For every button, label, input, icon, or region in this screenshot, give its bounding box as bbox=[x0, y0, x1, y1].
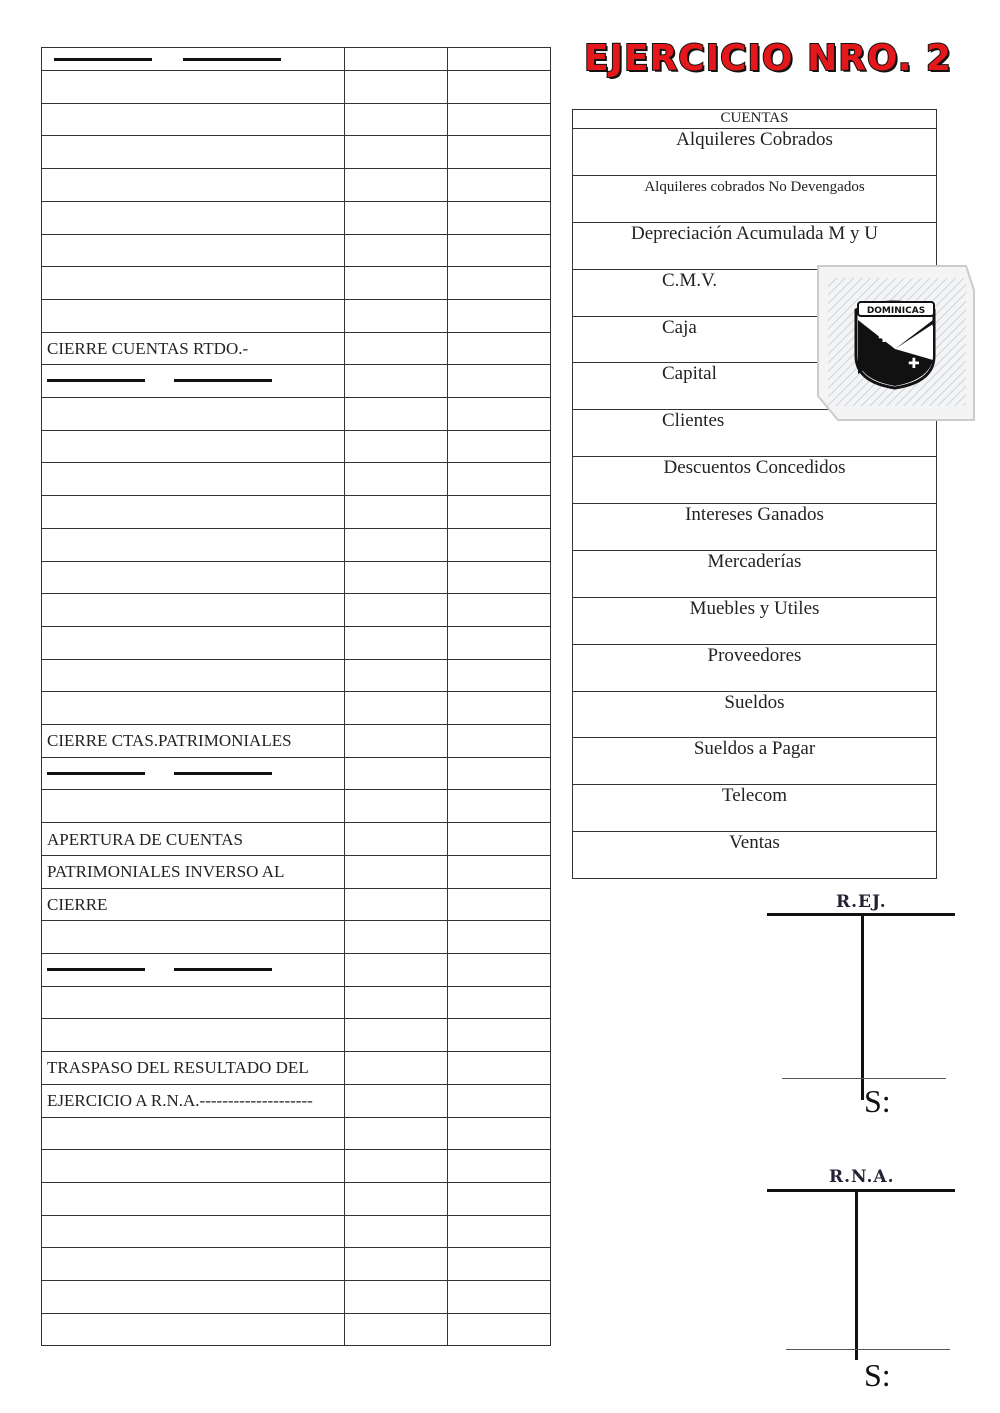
journal-debit-cell bbox=[345, 528, 448, 561]
journal-row bbox=[42, 823, 551, 856]
journal-debit-cell bbox=[345, 430, 448, 463]
journal-row bbox=[42, 855, 551, 888]
journal-row bbox=[42, 921, 551, 954]
journal-debit-cell bbox=[345, 1084, 448, 1117]
journal-row bbox=[42, 48, 551, 71]
journal-table bbox=[41, 47, 551, 1346]
journal-debit-cell bbox=[345, 659, 448, 692]
account-item: Alquileres Cobrados bbox=[573, 129, 937, 176]
journal-credit-cell bbox=[448, 1019, 551, 1052]
journal-debit-cell bbox=[345, 594, 448, 627]
journal-concept-cell bbox=[42, 692, 345, 725]
journal-debit-cell bbox=[345, 496, 448, 529]
journal-credit-cell bbox=[448, 1248, 551, 1281]
svg-text:✚: ✚ bbox=[878, 330, 890, 346]
journal-row bbox=[42, 430, 551, 463]
journal-concept-cell: TRASPASO DEL RESULTADO DEL bbox=[42, 1052, 345, 1085]
exercise-title: EJERCICIO NRO. 2 bbox=[584, 38, 952, 79]
journal-row bbox=[42, 201, 551, 234]
journal-debit-cell bbox=[345, 267, 448, 300]
journal-concept-cell: CIERRE bbox=[42, 888, 345, 921]
account-item: Alquileres cobrados No Devengados bbox=[573, 175, 937, 222]
journal-concept-cell bbox=[42, 463, 345, 496]
journal-credit-cell bbox=[448, 299, 551, 332]
journal-concept-cell bbox=[42, 365, 345, 398]
journal-concept-cell bbox=[42, 528, 345, 561]
journal-concept-cell bbox=[42, 169, 345, 202]
journal-debit-cell bbox=[345, 234, 448, 267]
journal-row bbox=[42, 496, 551, 529]
journal-concept-cell bbox=[42, 48, 345, 71]
journal-concept-cell bbox=[42, 757, 345, 790]
journal-credit-cell bbox=[448, 1150, 551, 1183]
journal-concept-cell bbox=[42, 1281, 345, 1314]
journal-credit-cell bbox=[448, 103, 551, 136]
journal-row bbox=[42, 234, 551, 267]
date-separator-lines bbox=[47, 48, 339, 70]
svg-text:✚: ✚ bbox=[908, 356, 920, 372]
journal-credit-cell bbox=[448, 234, 551, 267]
journal-row bbox=[42, 299, 551, 332]
journal-credit-cell bbox=[448, 594, 551, 627]
journal-debit-cell bbox=[345, 365, 448, 398]
journal-debit-cell bbox=[345, 855, 448, 888]
journal-debit-cell bbox=[345, 1052, 448, 1085]
accounts-header: CUENTAS bbox=[573, 110, 937, 129]
journal-debit-cell bbox=[345, 692, 448, 725]
journal-debit-cell bbox=[345, 201, 448, 234]
journal-debit-cell bbox=[345, 1281, 448, 1314]
journal-concept-cell bbox=[42, 659, 345, 692]
journal-credit-cell bbox=[448, 725, 551, 758]
journal-debit-cell bbox=[345, 790, 448, 823]
journal-concept-cell bbox=[42, 201, 345, 234]
journal-row bbox=[42, 561, 551, 594]
journal-debit-cell bbox=[345, 332, 448, 365]
journal-debit-cell bbox=[345, 398, 448, 431]
journal-row bbox=[42, 888, 551, 921]
journal-credit-cell bbox=[448, 659, 551, 692]
seal-text: DOMINICAS bbox=[866, 306, 926, 316]
journal-concept-cell bbox=[42, 1117, 345, 1150]
journal-credit-cell bbox=[448, 953, 551, 986]
journal-row bbox=[42, 790, 551, 823]
journal-concept-cell bbox=[42, 1150, 345, 1183]
journal-row bbox=[42, 1117, 551, 1150]
journal-credit-cell bbox=[448, 823, 551, 856]
journal-debit-cell bbox=[345, 1117, 448, 1150]
journal-concept-cell bbox=[42, 921, 345, 954]
account-item: Proveedores bbox=[573, 644, 937, 691]
journal-concept-cell bbox=[42, 496, 345, 529]
journal-credit-cell bbox=[448, 430, 551, 463]
journal-concept-cell bbox=[42, 1215, 345, 1248]
journal-concept-cell bbox=[42, 561, 345, 594]
account-item: Sueldos bbox=[573, 691, 937, 738]
journal-credit-cell bbox=[448, 790, 551, 823]
journal-concept-cell bbox=[42, 430, 345, 463]
journal-row bbox=[42, 1248, 551, 1281]
journal-row bbox=[42, 1019, 551, 1052]
journal-debit-cell bbox=[345, 986, 448, 1019]
journal-row bbox=[42, 169, 551, 202]
journal-concept-cell: CIERRE CUENTAS RTDO.- bbox=[42, 332, 345, 365]
journal-row bbox=[42, 986, 551, 1019]
account-item: Descuentos Concedidos bbox=[573, 457, 937, 504]
journal-credit-cell bbox=[448, 169, 551, 202]
journal-row bbox=[42, 692, 551, 725]
journal-concept-cell bbox=[42, 790, 345, 823]
journal-concept-cell bbox=[42, 1019, 345, 1052]
journal-credit-cell bbox=[448, 986, 551, 1019]
account-item: Depreciación Acumulada M y U bbox=[573, 222, 937, 269]
journal-concept-cell bbox=[42, 1248, 345, 1281]
journal-debit-cell bbox=[345, 725, 448, 758]
date-separator-lines bbox=[47, 365, 339, 397]
account-item: Caja bbox=[573, 316, 937, 363]
t-account-label: R.EJ. bbox=[836, 892, 887, 912]
journal-concept-cell: EJERCICIO A R.N.A.-------------------- bbox=[42, 1084, 345, 1117]
journal-concept-cell bbox=[42, 953, 345, 986]
journal-credit-cell bbox=[448, 1117, 551, 1150]
journal-credit-cell bbox=[448, 692, 551, 725]
journal-credit-cell bbox=[448, 888, 551, 921]
journal-debit-cell bbox=[345, 953, 448, 986]
journal-credit-cell bbox=[448, 48, 551, 71]
journal-concept-cell bbox=[42, 136, 345, 169]
journal-concept-cell bbox=[42, 594, 345, 627]
journal-credit-cell bbox=[448, 1084, 551, 1117]
journal-debit-cell bbox=[345, 48, 448, 71]
date-separator-lines bbox=[47, 758, 339, 790]
journal-concept-cell bbox=[42, 234, 345, 267]
account-item: Sueldos a Pagar bbox=[573, 738, 937, 785]
journal-concept-cell bbox=[42, 626, 345, 659]
journal-debit-cell bbox=[345, 921, 448, 954]
journal-row bbox=[42, 71, 551, 104]
journal-credit-cell bbox=[448, 1215, 551, 1248]
journal-debit-cell bbox=[345, 1150, 448, 1183]
account-item: Clientes bbox=[573, 410, 937, 457]
account-item: C.M.V. bbox=[573, 269, 937, 316]
journal-debit-cell bbox=[345, 561, 448, 594]
journal-credit-cell bbox=[448, 921, 551, 954]
journal-credit-cell bbox=[448, 1052, 551, 1085]
journal-concept-cell bbox=[42, 986, 345, 1019]
journal-debit-cell bbox=[345, 463, 448, 496]
journal-row bbox=[42, 953, 551, 986]
journal-row bbox=[42, 1084, 551, 1117]
journal-row bbox=[42, 1281, 551, 1314]
journal-debit-cell bbox=[345, 823, 448, 856]
journal-debit-cell bbox=[345, 1248, 448, 1281]
journal-credit-cell bbox=[448, 365, 551, 398]
journal-concept-cell bbox=[42, 267, 345, 300]
date-separator-lines bbox=[47, 954, 339, 986]
journal-debit-cell bbox=[345, 1313, 448, 1346]
journal-debit-cell bbox=[345, 757, 448, 790]
journal-row bbox=[42, 659, 551, 692]
journal-credit-cell bbox=[448, 1182, 551, 1215]
journal-concept-cell bbox=[42, 398, 345, 431]
journal-concept-cell bbox=[42, 1182, 345, 1215]
journal-credit-cell bbox=[448, 71, 551, 104]
saldo-label: S: bbox=[864, 1357, 891, 1393]
account-item: Telecom bbox=[573, 785, 937, 832]
journal-credit-cell bbox=[448, 1313, 551, 1346]
account-item: Capital bbox=[573, 363, 937, 410]
school-seal-icon bbox=[816, 264, 976, 424]
journal-row bbox=[42, 136, 551, 169]
journal-row bbox=[42, 1182, 551, 1215]
journal-debit-cell bbox=[345, 1215, 448, 1248]
journal-debit-cell bbox=[345, 1019, 448, 1052]
journal-credit-cell bbox=[448, 528, 551, 561]
account-item: Muebles y Utiles bbox=[573, 597, 937, 644]
account-item: Intereses Ganados bbox=[573, 504, 937, 551]
journal-credit-cell bbox=[448, 855, 551, 888]
journal-credit-cell bbox=[448, 626, 551, 659]
journal-concept-cell bbox=[42, 1313, 345, 1346]
journal-row bbox=[42, 103, 551, 136]
journal-credit-cell bbox=[448, 1281, 551, 1314]
journal-row bbox=[42, 528, 551, 561]
journal-credit-cell bbox=[448, 561, 551, 594]
journal-concept-cell: PATRIMONIALES INVERSO AL bbox=[42, 855, 345, 888]
journal-debit-cell bbox=[345, 888, 448, 921]
journal-credit-cell bbox=[448, 136, 551, 169]
journal-credit-cell bbox=[448, 267, 551, 300]
journal-credit-cell bbox=[448, 496, 551, 529]
journal-row bbox=[42, 398, 551, 431]
journal-concept-cell: CIERRE CTAS.PATRIMONIALES bbox=[42, 725, 345, 758]
journal-concept-cell: APERTURA DE CUENTAS bbox=[42, 823, 345, 856]
journal-debit-cell bbox=[345, 71, 448, 104]
journal-credit-cell bbox=[448, 757, 551, 790]
t-account-label: R.N.A. bbox=[829, 1167, 895, 1187]
journal-debit-cell bbox=[345, 103, 448, 136]
journal-row bbox=[42, 463, 551, 496]
saldo-label: S: bbox=[864, 1083, 891, 1119]
journal-concept-cell bbox=[42, 71, 345, 104]
journal-credit-cell bbox=[448, 332, 551, 365]
journal-debit-cell bbox=[345, 169, 448, 202]
journal-concept-cell bbox=[42, 103, 345, 136]
journal-credit-cell bbox=[448, 463, 551, 496]
account-item: Ventas bbox=[573, 832, 937, 879]
journal-debit-cell bbox=[345, 136, 448, 169]
account-item: Mercaderías bbox=[573, 550, 937, 597]
journal-debit-cell bbox=[345, 1182, 448, 1215]
journal-debit-cell bbox=[345, 626, 448, 659]
journal-debit-cell bbox=[345, 299, 448, 332]
journal-concept-cell bbox=[42, 299, 345, 332]
journal-credit-cell bbox=[448, 201, 551, 234]
journal-row bbox=[42, 757, 551, 790]
journal-row bbox=[42, 1150, 551, 1183]
journal-row bbox=[42, 1215, 551, 1248]
journal-row bbox=[42, 626, 551, 659]
journal-row bbox=[42, 332, 551, 365]
journal-row bbox=[42, 1052, 551, 1085]
accounts-table bbox=[572, 109, 937, 879]
journal-row bbox=[42, 594, 551, 627]
journal-credit-cell bbox=[448, 398, 551, 431]
journal-row bbox=[42, 1313, 551, 1346]
journal-row bbox=[42, 365, 551, 398]
journal-row bbox=[42, 725, 551, 758]
journal-row bbox=[42, 267, 551, 300]
